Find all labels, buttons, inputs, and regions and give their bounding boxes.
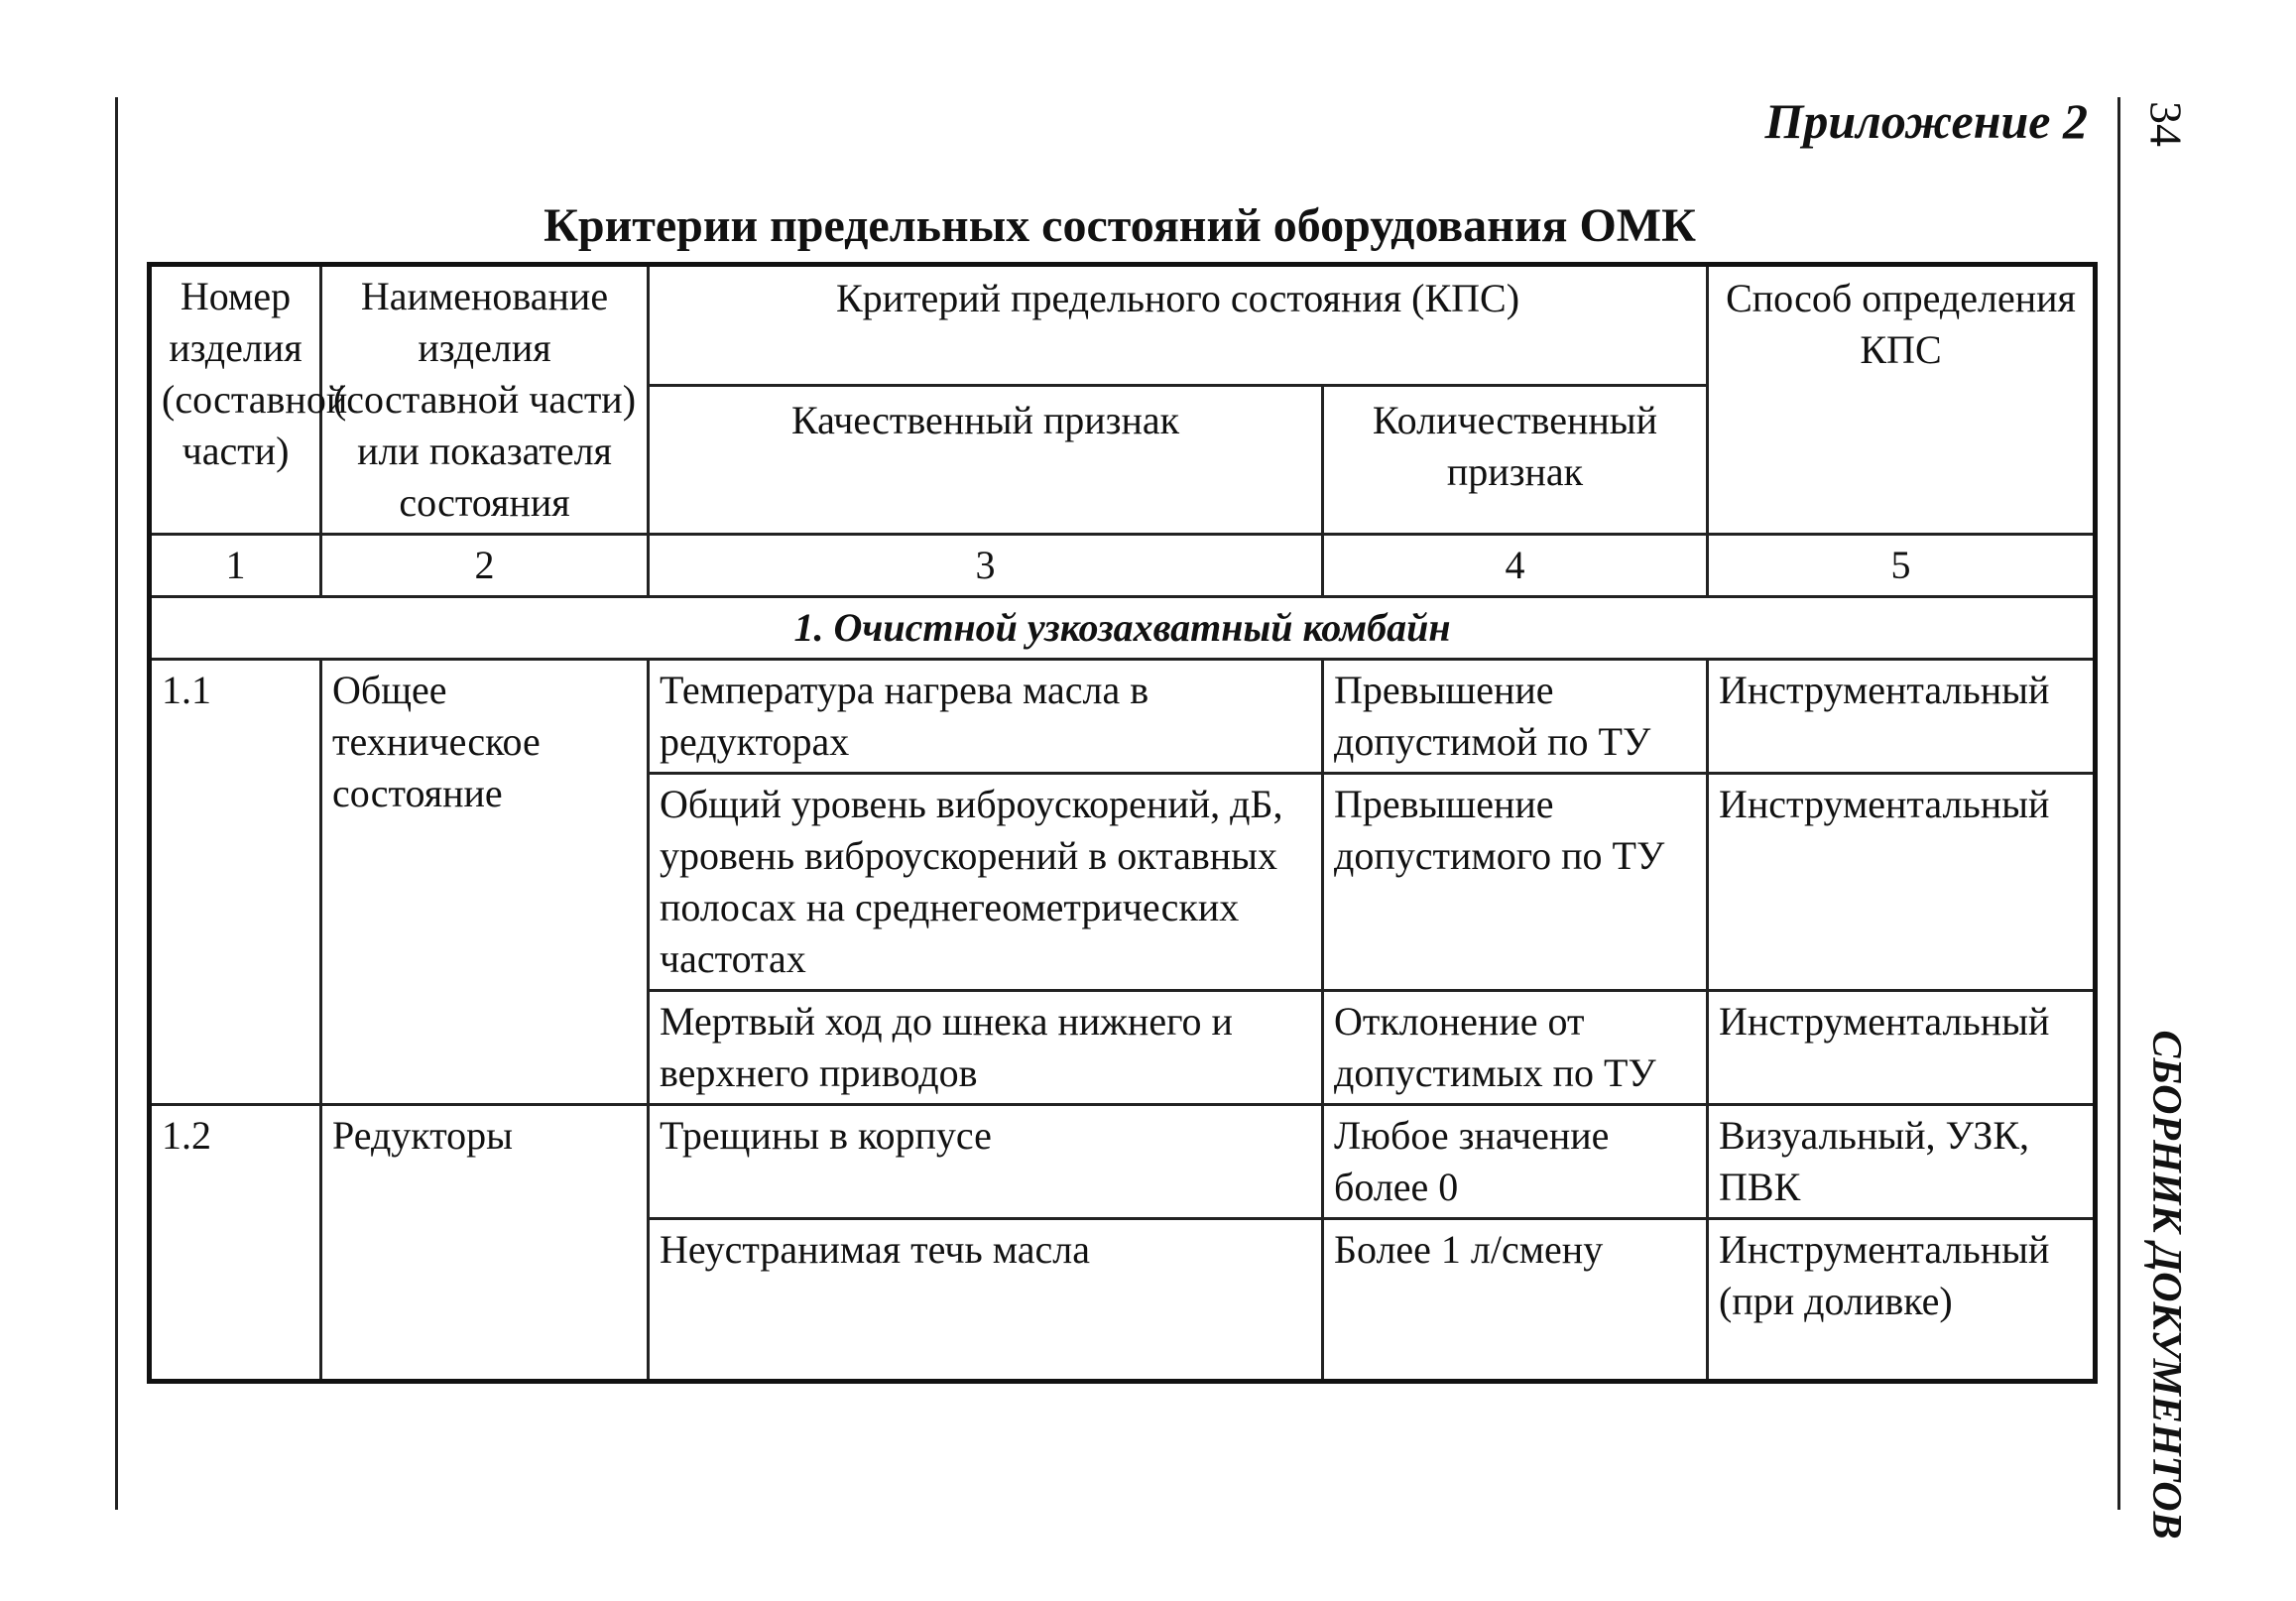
- quantitative-cell: Более 1 л/смену: [1323, 1219, 1708, 1382]
- header-quantitative: Количественный признак: [1323, 386, 1708, 535]
- appendix-label: Приложение 2: [1764, 93, 2088, 149]
- header-row: [150, 265, 2096, 386]
- header-qualitative: Качественный признак: [649, 386, 1323, 535]
- method-cell: Инструментальный: [1708, 991, 2096, 1105]
- quantitative-cell: Превышение допустимого по ТУ: [1323, 774, 1708, 991]
- qualitative-cell: Неустранимая течь масла: [649, 1219, 1323, 1382]
- document-title: Критерии предельных состояний оборудования ОМК: [544, 199, 1696, 252]
- column-numbers-row: [150, 535, 2096, 597]
- criteria-table: [147, 262, 2098, 1384]
- item-name: Общее техническое состояние: [321, 660, 649, 1105]
- method-cell: Инструментальный (при доливке): [1708, 1219, 2096, 1382]
- quantitative-cell: Превышение допустимой по ТУ: [1323, 660, 1708, 774]
- quantitative-cell: Любое значение более 0: [1323, 1105, 1708, 1219]
- table-row: [150, 1105, 2096, 1219]
- item-name: Редукторы: [321, 1105, 649, 1382]
- qualitative-cell: Трещины в корпусе: [649, 1105, 1323, 1219]
- page-number: 34: [2140, 101, 2192, 147]
- section-row: [150, 597, 2096, 660]
- header-item-number: Номер изделия (составной части): [150, 265, 321, 535]
- header-item-name: Наименование изделия (составной части) или показателя состояния: [321, 265, 649, 535]
- collection-label: СБОРНИК ДОКУМЕНТОВ: [2143, 1030, 2189, 1539]
- qualitative-cell: Общий уровень виброускорений, дБ, уровень виброускорений в октавных полосах на среднегеометрических частотах: [649, 774, 1323, 991]
- column-number: 5: [1708, 535, 2096, 597]
- header-method: Способ определения КПС: [1708, 265, 2096, 535]
- item-number: 1.2: [150, 1105, 321, 1382]
- qualitative-cell: Мертвый ход до шнека нижнего и верхнего приводов: [649, 991, 1323, 1105]
- qualitative-cell: Температура нагрева масла в редукторах: [649, 660, 1323, 774]
- method-cell: Инструментальный: [1708, 660, 2096, 774]
- method-cell: Инструментальный: [1708, 774, 2096, 991]
- right-margin-rule: [2117, 97, 2120, 1510]
- column-number: 3: [649, 535, 1323, 597]
- header-criterion: Критерий предельного состояния (КПС): [649, 265, 1708, 386]
- left-margin-rule: [115, 97, 118, 1510]
- table-row: [150, 660, 2096, 774]
- quantitative-cell: Отклонение от допустимых по ТУ: [1323, 991, 1708, 1105]
- column-number: 4: [1323, 535, 1708, 597]
- item-number: 1.1: [150, 660, 321, 1105]
- column-number: 1: [150, 535, 321, 597]
- section-title: 1. Очистной узкозахватный комбайн: [150, 597, 2096, 660]
- column-number: 2: [321, 535, 649, 597]
- method-cell: Визуальный, УЗК, ПВК: [1708, 1105, 2096, 1219]
